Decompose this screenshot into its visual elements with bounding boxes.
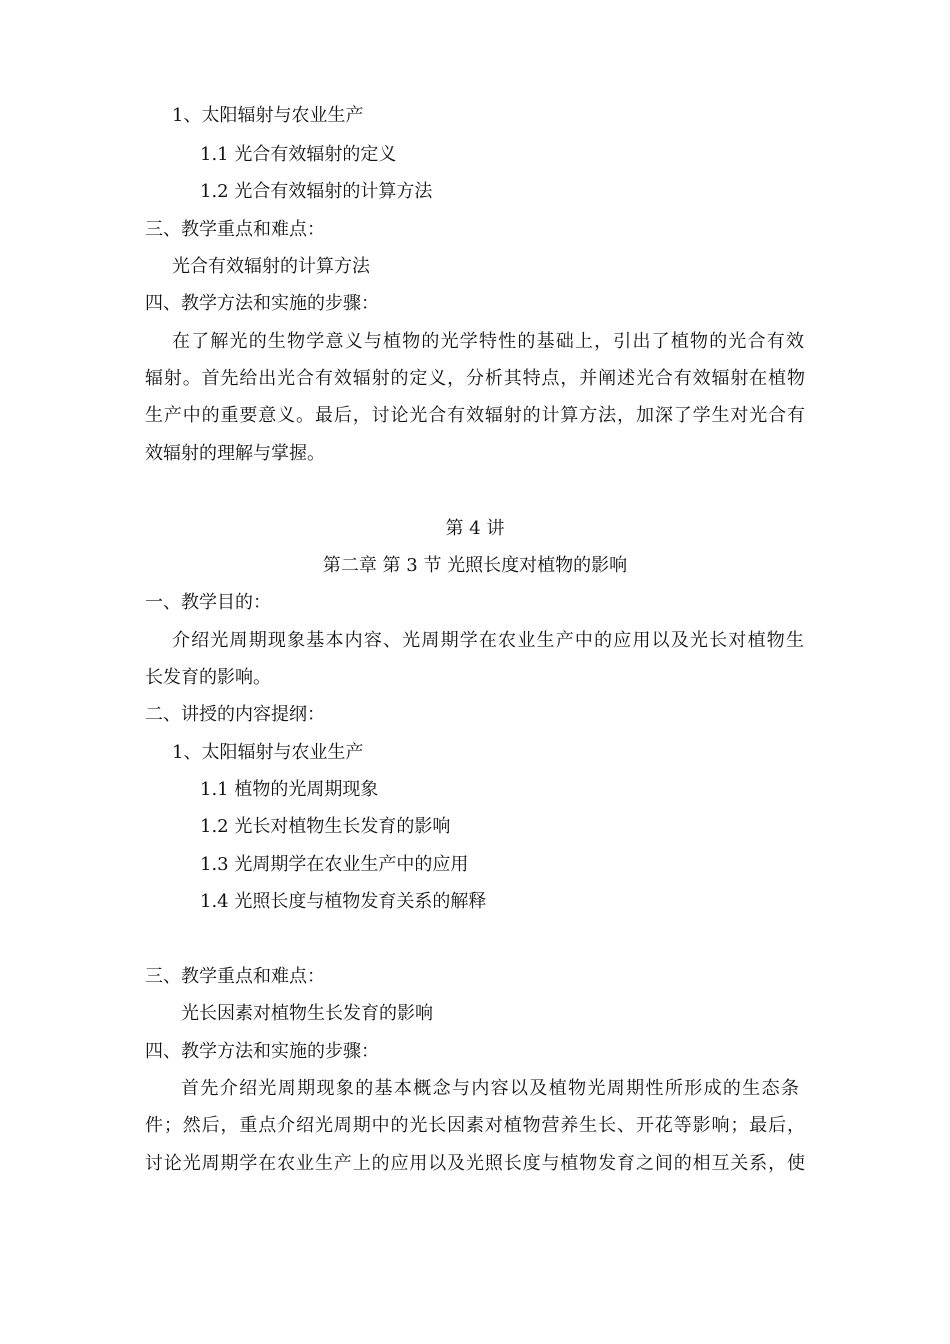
lecture-subtitle: 第二章 第 3 节 光照长度对植物的影响 bbox=[322, 555, 628, 576]
outline-item: 1、太阳辐射与农业生产 bbox=[172, 742, 364, 763]
lecture-title: 第 4 讲 bbox=[445, 518, 505, 539]
outline-subitem: 1.4 光照长度与植物发育关系的解释 bbox=[200, 891, 487, 912]
section-heading: 二、讲授的内容提纲： bbox=[145, 704, 325, 725]
paragraph-line: 效辐射的理解与掌握。 bbox=[145, 443, 325, 464]
paragraph-line: 在了解光的生物学意义与植物的光学特性的基础上，引出了植物的光合有效 bbox=[172, 331, 804, 352]
key-point-text: 光长因素对植物生长发育的影响 bbox=[181, 1003, 433, 1024]
section-heading: 三、教学重点和难点： bbox=[145, 966, 325, 987]
paragraph-line: 件；然后，重点介绍光周期中的光长因素对植物营养生长、开花等影响；最后， bbox=[145, 1115, 805, 1136]
paragraph-line: 生产中的重要意义。最后，讨论光合有效辐射的计算方法，加深了学生对光合有 bbox=[145, 405, 805, 426]
section-heading: 一、教学目的： bbox=[145, 592, 271, 613]
outline-subitem: 1.2 光合有效辐射的计算方法 bbox=[200, 181, 433, 202]
outline-item: 1、太阳辐射与农业生产 bbox=[172, 105, 364, 126]
outline-subitem: 1.3 光周期学在农业生产中的应用 bbox=[200, 854, 469, 875]
outline-subitem: 1.2 光长对植物生长发育的影响 bbox=[200, 816, 451, 837]
paragraph-line: 首先介绍光周期现象的基本概念与内容以及植物光周期性所形成的生态条 bbox=[181, 1078, 799, 1099]
paragraph-line: 辐射。首先给出光合有效辐射的定义，分析其特点，并阐述光合有效辐射在植物 bbox=[145, 368, 805, 389]
outline-subitem: 1.1 植物的光周期现象 bbox=[200, 779, 379, 800]
key-point-text: 光合有效辐射的计算方法 bbox=[172, 256, 370, 277]
section-heading: 四、教学方法和实施的步骤： bbox=[145, 1041, 379, 1062]
paragraph-line: 讨论光周期学在农业生产上的应用以及光照长度与植物发育之间的相互关系，使 bbox=[145, 1153, 805, 1174]
section-heading: 四、教学方法和实施的步骤： bbox=[145, 293, 379, 314]
outline-subitem: 1.1 光合有效辐射的定义 bbox=[200, 144, 397, 165]
paragraph-line: 介绍光周期现象基本内容、光周期学在农业生产中的应用以及光长对植物生 bbox=[172, 630, 804, 651]
section-heading: 三、教学重点和难点： bbox=[145, 219, 325, 240]
paragraph-line: 长发育的影响。 bbox=[145, 667, 271, 688]
